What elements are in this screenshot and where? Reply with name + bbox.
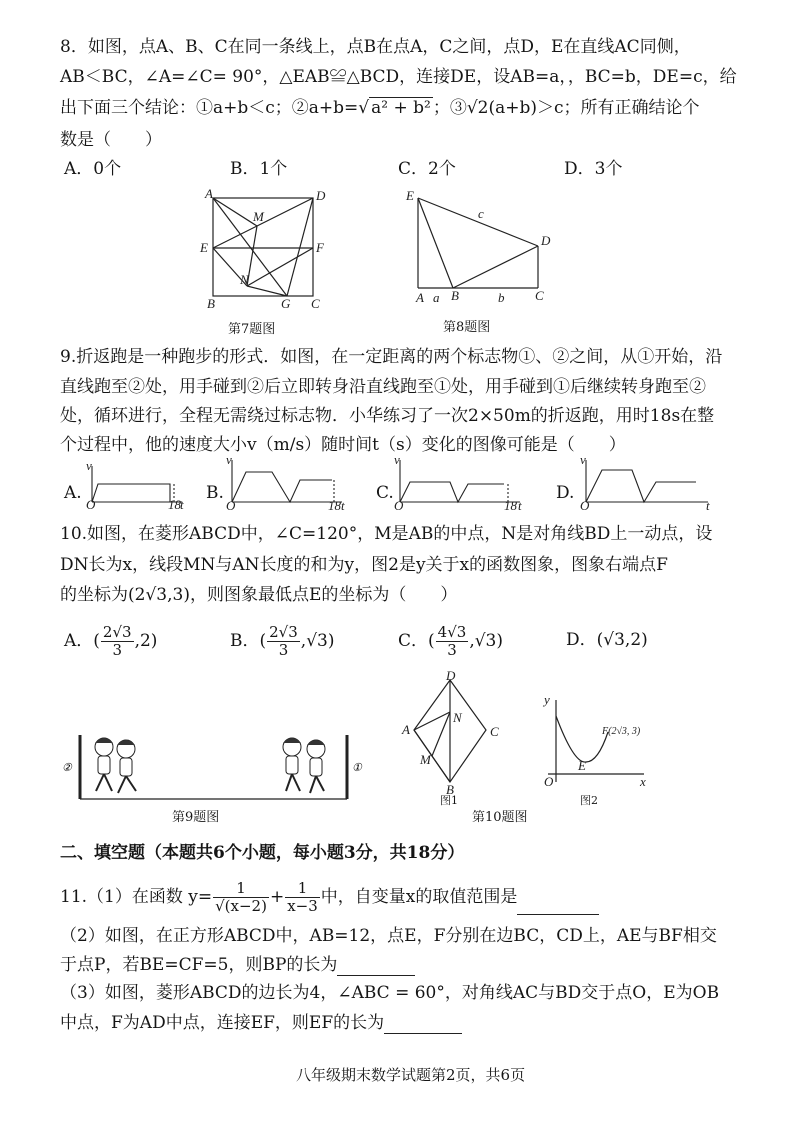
q8-line3 <box>60 97 700 119</box>
q8-option-b[interactable]: B．1个 <box>230 159 288 179</box>
q10b-tail: ,√3) <box>300 631 335 651</box>
q9d-o: O <box>580 498 590 513</box>
q10a-frac: $\frac{2√3}{3}$ <box>102 623 132 659</box>
q8-line1: 8．如图，点A、B、C在同一条线上，点B在点A，C之间，点D，E在直线AC同侧， <box>60 37 691 57</box>
q8-option-c[interactable]: C．2个 <box>398 159 456 179</box>
fig7-label-f: F <box>316 240 324 255</box>
q10a-tail: ,2) <box>134 631 158 651</box>
q9b-o: O <box>226 498 236 513</box>
fig8-label-c: C <box>535 288 544 303</box>
q10c-letter: C． <box>398 631 429 651</box>
fig8-label-a: A <box>416 290 424 305</box>
fig10-sub1: 图1 <box>440 794 458 807</box>
q11-plus: + <box>269 887 285 907</box>
figure-10-graph <box>536 694 656 792</box>
fig8-label-b: B <box>451 288 459 303</box>
q9-graph-d <box>578 452 718 513</box>
q11-p1-b: 中，自变量x的取值范围是 <box>320 887 518 907</box>
fig7-label-a: A <box>205 186 213 201</box>
q10-option-d[interactable] <box>566 629 648 651</box>
q10c-tail: ,√3) <box>469 631 503 651</box>
fig7-label-m: M <box>253 209 264 224</box>
q11-p1-a: 11.（1）在函数 y= <box>60 887 213 907</box>
figure-7 <box>195 188 335 318</box>
q10-option-a[interactable]: A．( $\frac{2√3}{3}$ ,2) <box>64 623 158 659</box>
q11-frac1: $\frac{1}{√(x-2)}$ <box>215 879 267 915</box>
fig10-label-b: B <box>446 782 454 797</box>
q9-option-c[interactable]: C. <box>376 483 394 503</box>
q11-answer-3[interactable] <box>384 1015 462 1034</box>
fig10-graph-f: F(2√3, 3) <box>602 726 641 737</box>
fig10-label-m: M <box>420 752 431 767</box>
runner-pair-right <box>283 738 325 793</box>
fig7-label-b: B <box>207 296 215 311</box>
runner-pair-left <box>95 738 136 793</box>
figure-9-illustration <box>60 725 360 805</box>
fig8-label-e: E <box>406 188 414 203</box>
q11-part2-line2 <box>60 954 415 976</box>
figure-8 <box>398 188 558 313</box>
q10a-letter: A． <box>64 631 94 651</box>
q10-line1: 10.如图，在菱形ABCD中，∠C=120°，M是AB的中点，N是对角线BD上一动点，设 <box>60 524 713 544</box>
q11-answer-1[interactable] <box>517 896 599 915</box>
q9c-18: 18 <box>504 498 517 513</box>
q8-line3-a: 出下面三个结论：①a+b＜c；②a+b= <box>60 98 359 118</box>
q9c-v: v <box>394 452 400 467</box>
fig10-label-d: D <box>446 668 456 683</box>
q9b-18: 18 <box>328 498 341 513</box>
fig7-label-d: D <box>316 188 326 203</box>
q8-line3-b: ；③ <box>432 98 467 118</box>
fig10-caption: 第10题图 <box>472 810 528 825</box>
fig8-label-c-side: c <box>478 206 484 221</box>
q10-line3: 的坐标为(2√3,3)，则图象最低点E的坐标为（ ） <box>60 585 458 605</box>
fig8-label-d: D <box>541 233 551 248</box>
q9c-o: O <box>394 498 404 513</box>
q9-graph-b <box>224 452 354 513</box>
fig8-label-b-side: b <box>498 290 505 305</box>
fig10-graph-o: O <box>544 774 554 789</box>
q10d-letter: D． <box>566 630 597 650</box>
fig8-caption: 第8题图 <box>443 320 491 335</box>
q9-line3: 处，循环进行，全程无需绕过标志物．小华练习了一次2×50m的折返跑，用时18s在整 <box>60 406 715 426</box>
q9-line4: 个过程中，他的速度大小v（m/s）随时间t（s）变化的图像可能是（ ） <box>60 435 626 455</box>
q9a-18: 18 <box>168 497 181 512</box>
q11-frac2: $\frac{1}{x-3}$ <box>287 879 318 915</box>
q9a-t: t <box>180 497 184 512</box>
fig10-label-c: C <box>490 724 499 739</box>
q9d-v: v <box>580 452 586 467</box>
q8-line3-c: (a+b)＞c；所有正确结论个 <box>488 98 700 118</box>
q10b-frac: $\frac{2√3}{3}$ <box>269 623 298 659</box>
q10-option-c[interactable]: C．( $\frac{4√3}{3}$ ,√3) <box>398 623 503 659</box>
fig10-label-a: A <box>402 722 410 737</box>
q8-line2: AB＜BC，∠A=∠C= 90°，△EAB≌△BCD，连接DE，设AB=a，，BC=b，DE=c，给 <box>60 67 737 87</box>
figure-10-rhombus <box>400 668 510 800</box>
fig10-sub2: 图2 <box>580 794 598 807</box>
page-footer: 八年级期末数学试题第2页，共6页 <box>296 1066 526 1084</box>
fig7-caption: 第7题图 <box>228 322 276 337</box>
fig7-label-e: E <box>200 240 208 255</box>
fig10-label-n: N <box>453 710 462 725</box>
q9-option-d[interactable]: D. <box>556 483 575 503</box>
q10b-letter: B． <box>230 631 260 651</box>
q9d-t: t <box>706 498 710 513</box>
fig10-graph-e: E <box>578 758 586 773</box>
q9-option-a[interactable]: A. <box>64 483 82 503</box>
section-2-title: 二、填空题（本题共6个小题，每小题3分，共18分） <box>60 843 465 863</box>
fig9-marker-1: ① <box>352 762 362 774</box>
q11-part3-line2 <box>60 1012 462 1034</box>
q9b-v: v <box>226 452 232 467</box>
q9-line2: 直线跑至②处，用手碰到②后立即转身沿直线跑至①处，用手碰到①后继续转身跑至② <box>60 377 706 397</box>
q8-sqrt2: √2 <box>466 98 489 118</box>
fig9-marker-2: ② <box>62 762 72 774</box>
q11-part3-line1: （3）如图，菱形ABCD的边长为4，∠ABC = 60°，对角线AC与BD交于点O，E为OB <box>60 983 720 1003</box>
q11-p3-text: 中点，F为AD中点，连接EF，则EF的长为 <box>60 1013 385 1033</box>
q11-part2-line1: （2）如图，在正方形ABCD中，AB=12，点E，F分别在边BC，CD上，AE与BF相交 <box>60 926 717 946</box>
fig7-label-g: G <box>281 296 291 311</box>
q9b-t: t <box>341 498 345 513</box>
q8-line4: 数是（ ） <box>60 130 162 150</box>
q9-line1: 9.折返跑是一种跑步的形式．如图，在一定距离的两个标志物①、②之间，从①开始，沿 <box>60 347 723 367</box>
q11-answer-2[interactable] <box>337 957 415 976</box>
fig7-label-c: C <box>311 296 320 311</box>
q10c-frac: $\frac{4√3}{3}$ <box>437 623 467 659</box>
q8-sqrt: √ a² + b² <box>358 98 431 118</box>
q11-part1 <box>60 880 599 915</box>
q9-graph-a <box>86 458 191 512</box>
q10d-text: (√3,2) <box>596 630 648 650</box>
q9-graph-c <box>392 452 532 513</box>
q9a-v: v <box>86 458 92 473</box>
q9-option-b[interactable]: B. <box>206 483 224 503</box>
fig8-label-a-side: a <box>433 290 440 305</box>
fig10-graph-x: x <box>640 774 646 789</box>
fig7-label-n: N <box>240 272 249 287</box>
q10-line2: DN长为x，线段MN与AN长度的和为y，图2是y关于x的函数图象，图象右端点F <box>60 555 668 575</box>
q9a-o: O <box>86 497 96 512</box>
q10-option-b[interactable]: B．( $\frac{2√3}{3}$ ,√3) <box>230 623 335 659</box>
fig10-graph-y: y <box>544 692 550 707</box>
q8-option-a[interactable]: A．0个 <box>64 159 122 179</box>
q11-p2-text: 于点P，若BE=CF=5，则BP的长为 <box>60 955 338 975</box>
q9c-t: t <box>518 498 522 513</box>
q8-option-d[interactable]: D．3个 <box>564 159 623 179</box>
fig9-caption: 第9题图 <box>172 810 220 825</box>
